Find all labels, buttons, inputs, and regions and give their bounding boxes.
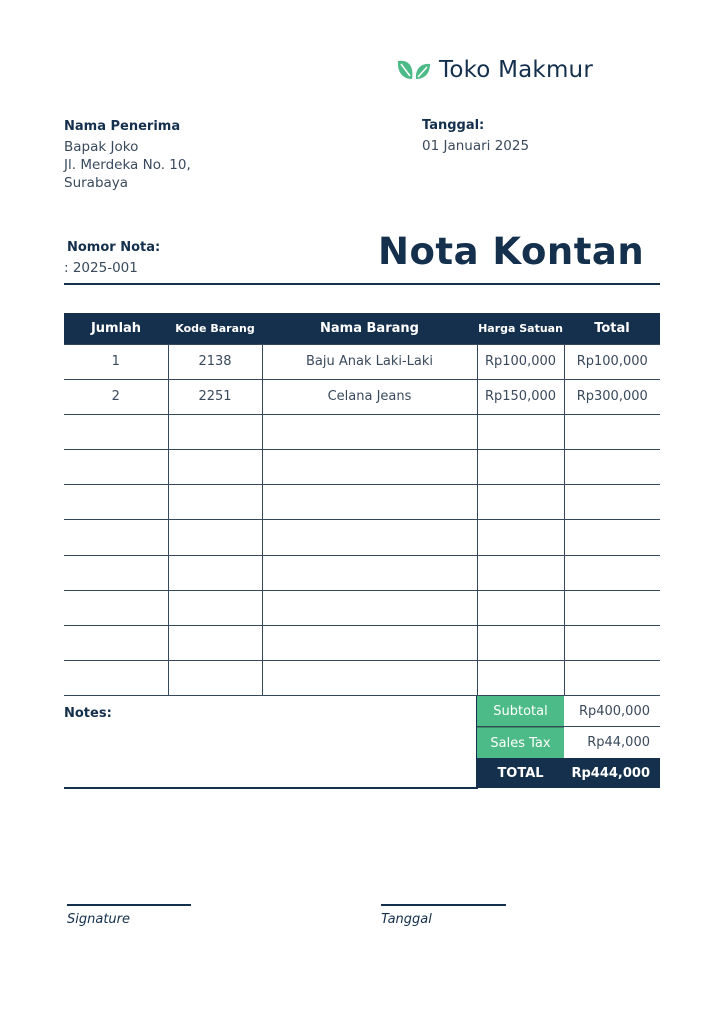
empty-table-row [64, 661, 660, 696]
date-signature-label: Tanggal [381, 912, 432, 927]
empty-cell [564, 520, 660, 555]
empty-cell [262, 450, 477, 485]
total-row [477, 758, 660, 788]
cell-unit-price: Rp100,000 [477, 344, 564, 379]
tax-label: Sales Tax [477, 727, 564, 758]
cell-item-name: Baju Anak Laki-Laki [262, 344, 477, 379]
empty-cell [64, 555, 168, 590]
cell-quantity: 1 [64, 344, 168, 379]
empty-cell [168, 590, 262, 625]
empty-cell [64, 485, 168, 520]
cell-item-code: 2138 [168, 344, 262, 379]
empty-cell [564, 485, 660, 520]
table-header-row [64, 313, 660, 344]
empty-cell [262, 520, 477, 555]
leaf-icon [397, 59, 431, 81]
table-row [64, 379, 660, 414]
empty-cell [168, 485, 262, 520]
empty-table-row [64, 450, 660, 485]
header-item-name: Nama Barang [262, 313, 477, 344]
empty-table-row [64, 590, 660, 625]
invoice-number-label: Nomor Nota: [67, 240, 161, 255]
empty-cell [168, 414, 262, 449]
empty-cell [64, 414, 168, 449]
invoice-number-value: : 2025-001 [64, 260, 138, 276]
empty-cell [477, 485, 564, 520]
header-item-code: Kode Barang [168, 313, 262, 344]
tax-row [477, 727, 660, 758]
recipient-name: Bapak Joko [64, 139, 139, 155]
empty-cell [168, 661, 262, 696]
empty-cell [477, 555, 564, 590]
empty-table-row [64, 626, 660, 661]
empty-cell [262, 414, 477, 449]
signature-line [67, 904, 191, 906]
brand-logo [397, 57, 593, 83]
empty-cell [168, 555, 262, 590]
table-row [64, 344, 660, 379]
empty-cell [564, 590, 660, 625]
header-quantity: Jumlah [64, 313, 168, 344]
empty-cell [477, 626, 564, 661]
header-divider [64, 283, 660, 285]
empty-cell [477, 590, 564, 625]
recipient-address [64, 138, 191, 192]
empty-cell [564, 661, 660, 696]
empty-cell [168, 450, 262, 485]
empty-cell [168, 626, 262, 661]
empty-table-row [64, 555, 660, 590]
empty-cell [262, 661, 477, 696]
total-value: Rp444,000 [571, 765, 650, 781]
empty-cell [262, 590, 477, 625]
empty-cell [64, 661, 168, 696]
date-signature-line [381, 904, 506, 906]
empty-cell [564, 414, 660, 449]
empty-cell [64, 520, 168, 555]
cell-total: Rp100,000 [564, 344, 660, 379]
signature-label: Signature [67, 912, 131, 927]
empty-cell [564, 555, 660, 590]
notes-bottom-line [64, 787, 478, 789]
cell-item-name: Celana Jeans [262, 379, 477, 414]
empty-cell [168, 520, 262, 555]
notes-label: Notes: [64, 706, 112, 721]
empty-cell [64, 450, 168, 485]
cell-total: Rp300,000 [564, 379, 660, 414]
date-label: Tanggal: [422, 118, 485, 133]
date-value: 01 Januari 2025 [422, 138, 530, 154]
cell-item-code: 2251 [168, 379, 262, 414]
empty-table-row [64, 520, 660, 555]
empty-cell [64, 590, 168, 625]
cell-unit-price: Rp150,000 [477, 379, 564, 414]
empty-cell [477, 661, 564, 696]
page-title: Nota Kontan [378, 230, 645, 273]
cell-quantity: 2 [64, 379, 168, 414]
tax-value: Rp44,000 [587, 735, 650, 750]
empty-cell [262, 485, 477, 520]
subtotal-row [477, 696, 660, 727]
empty-cell [262, 555, 477, 590]
empty-table-row [64, 414, 660, 449]
recipient-street: Jl. Merdeka No. 10, [64, 157, 191, 173]
empty-cell [477, 450, 564, 485]
recipient-city: Surabaya [64, 175, 129, 191]
empty-cell [564, 450, 660, 485]
subtotal-label: Subtotal [477, 696, 564, 726]
recipient-label: Nama Penerima [64, 119, 181, 134]
empty-cell [564, 626, 660, 661]
empty-table-row [64, 485, 660, 520]
items-table [64, 313, 660, 696]
header-unit-price: Harga Satuan [477, 313, 564, 344]
brand-name: Toko Makmur [439, 57, 593, 83]
empty-cell [64, 626, 168, 661]
header-total: Total [564, 313, 660, 344]
empty-cell [477, 520, 564, 555]
empty-cell [262, 626, 477, 661]
subtotal-value: Rp400,000 [578, 703, 650, 719]
total-label: TOTAL [497, 765, 544, 781]
empty-cell [477, 414, 564, 449]
